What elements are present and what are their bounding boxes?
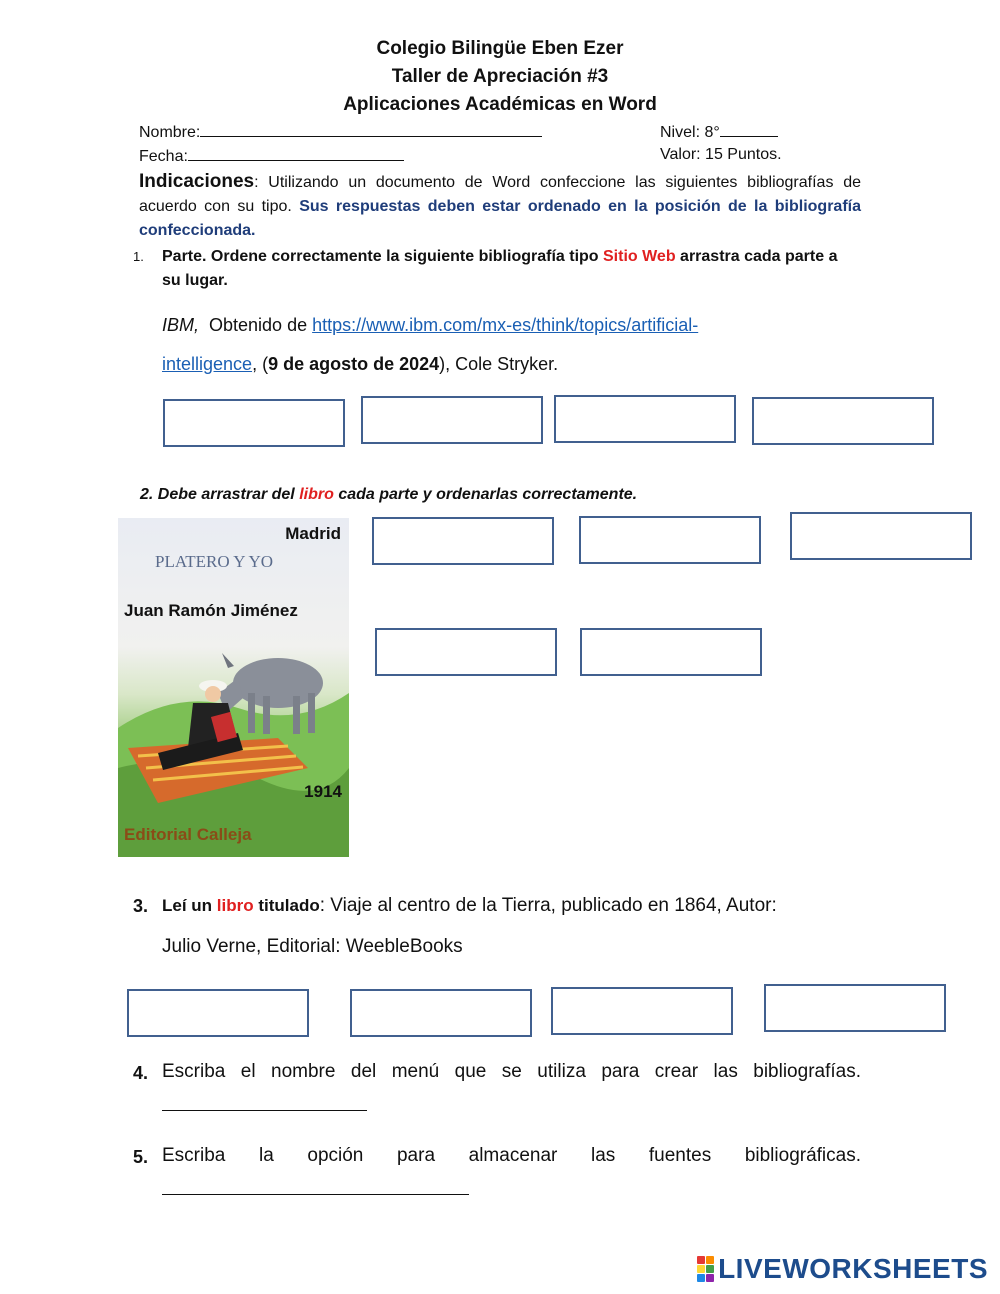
q3-text-line2: Julio Verne, Editorial: WeebleBooks <box>162 936 463 957</box>
q2-prefix: 2. Debe arrastrar del <box>140 486 300 503</box>
q3-drop-box-1[interactable] <box>127 989 309 1037</box>
name-line[interactable] <box>200 122 542 137</box>
instructions-heading: Indicaciones <box>139 171 255 192</box>
q2-drop-box-5[interactable] <box>580 628 762 676</box>
date-line[interactable] <box>188 146 404 161</box>
value-label: Valor: 15 Puntos. <box>660 146 782 163</box>
q3-drop-box-3[interactable] <box>551 987 733 1035</box>
q2-drop-box-1[interactable] <box>372 517 554 565</box>
cover-year: 1914 <box>304 782 342 801</box>
level-label: Nivel: 8° <box>660 124 720 141</box>
q5-answer-line[interactable] <box>162 1194 469 1195</box>
q3-number: 3. <box>133 896 149 916</box>
instructions-text: : Utilizando un documento de Word confeccione las siguientes bibliografías de acuerdo con su tipo. <box>139 174 861 215</box>
q2-drop-box-3[interactable] <box>790 512 972 560</box>
level-field <box>660 122 778 142</box>
q2-suffix: cada parte y ordenarlas correctamente. <box>333 486 638 503</box>
q3-type: libro <box>216 896 254 915</box>
instructions <box>139 170 861 243</box>
q4-answer-line[interactable] <box>162 1110 367 1111</box>
q2-prompt <box>140 486 637 504</box>
q1-reference-line2 <box>162 354 558 375</box>
cover-author: Juan Ramón Jiménez <box>124 601 298 620</box>
name-field <box>139 122 542 142</box>
q1-drop-box-2[interactable] <box>361 396 543 444</box>
q1-drop-box-3[interactable] <box>554 395 736 443</box>
q3-drop-box-4[interactable] <box>764 984 946 1032</box>
q1-type: Sitio Web <box>603 248 676 265</box>
cover-publisher: Editorial Calleja <box>124 825 252 844</box>
q5-text: Escriba la opción para almacenar las fuentes bibliográficas. <box>162 1145 861 1166</box>
book-cover <box>118 518 349 857</box>
q1-number: 1. <box>133 249 144 264</box>
q1-suffix: arrastra cada parte a su lugar. <box>162 248 838 289</box>
cover-title: PLATERO Y YO <box>155 552 274 571</box>
q3-line1 <box>162 895 862 917</box>
q1-prefix: Parte. Ordene correctamente la siguiente bibliografía tipo <box>162 248 603 265</box>
q1-drop-box-1[interactable] <box>163 399 345 447</box>
cover-city: Madrid <box>285 524 341 543</box>
q1-drop-box-4[interactable] <box>752 397 934 445</box>
q1-ref-obtained: Obtenido de <box>199 315 313 335</box>
q1-ref-sep: , ( <box>252 354 269 374</box>
q2-drop-box-2[interactable] <box>579 516 761 564</box>
q3-bold-end: titulado <box>253 896 320 915</box>
q3-drop-box-2[interactable] <box>350 989 532 1037</box>
q1-ref-org: IBM, <box>162 315 200 335</box>
q2-drop-box-4[interactable] <box>375 628 557 676</box>
date-label: Fecha: <box>139 148 188 165</box>
date-field <box>139 146 404 166</box>
level-line[interactable] <box>720 122 778 137</box>
q3-prefix: Leí un <box>162 896 217 915</box>
q4-text: Escriba el nombre del menú que se utiliza para crear las bibliografías. <box>162 1061 861 1082</box>
q1-ref-date: 9 de agosto de 2024 <box>268 354 440 374</box>
name-label: Nombre: <box>139 124 201 141</box>
liveworksheets-logo <box>697 1254 988 1284</box>
q4-number: 4. <box>133 1063 149 1083</box>
instructions-emphasis: Sus respuestas deben estar ordenado en la posición de la bibliografía confeccionada. <box>139 198 861 239</box>
q1-prompt <box>162 245 842 293</box>
logo-mark-icon <box>697 1256 714 1282</box>
q2-type: libro <box>299 486 334 503</box>
logo-wordmark: LIVEWORKSHEETS <box>718 1253 988 1284</box>
subject-title: Aplicaciones Académicas en Word <box>343 94 657 115</box>
q3-text-line1: : Viaje al centro de la Tierra, publicado en 1864, Autor: <box>319 895 777 916</box>
workshop-title: Taller de Apreciación #3 <box>391 66 609 87</box>
q1-ref-end: ), Cole Stryker. <box>439 354 559 374</box>
q1-reference-line1 <box>162 315 698 336</box>
q1-ref-url[interactable]: https://www.ibm.com/mx-es/think/topics/artificial- <box>312 315 699 335</box>
q1-ref-url-cont[interactable]: intelligence <box>162 354 253 374</box>
school-title: Colegio Bilingüe Eben Ezer <box>376 38 624 59</box>
q5-number: 5. <box>133 1147 149 1167</box>
